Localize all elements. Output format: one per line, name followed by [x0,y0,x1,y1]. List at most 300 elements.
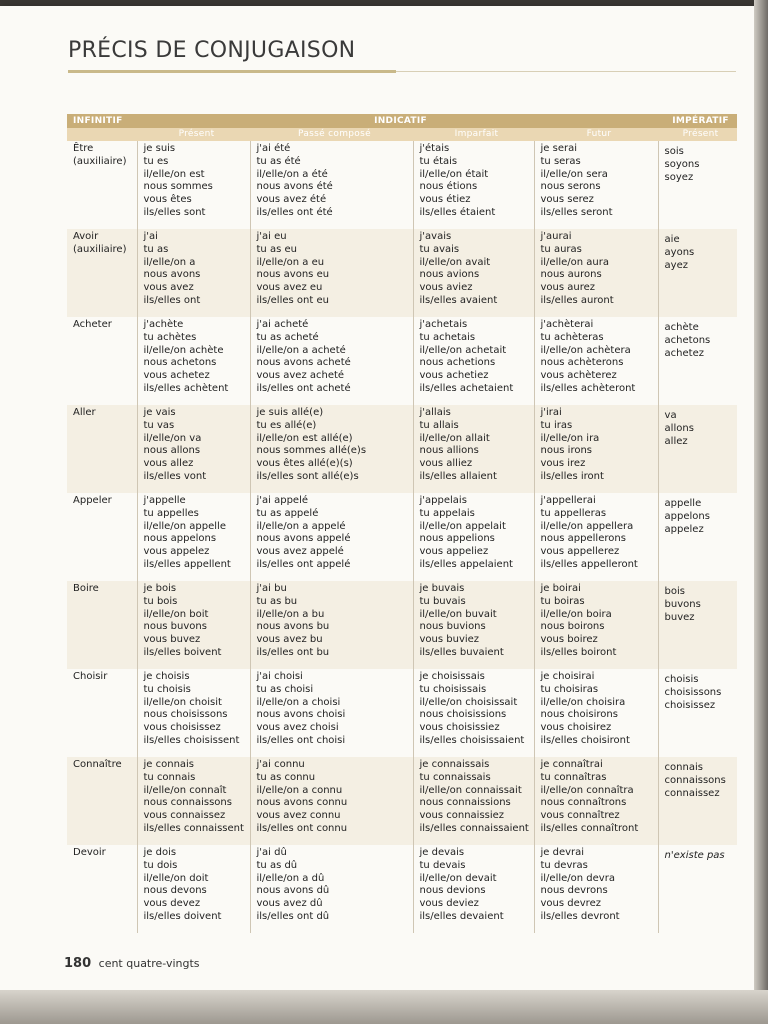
subheader-imparfait: Imparfait [413,128,534,141]
cell-present [137,229,250,317]
conjugation-form: appelle [664,498,702,509]
conjugation-form: ils/elles achetaient [419,382,514,394]
conjugation-form: ils/elles connaissent [143,822,244,834]
conjugation-form: j'ai bu [256,583,287,594]
conjugation-form: je choisis [143,671,190,682]
cell-futur [534,669,658,757]
conjugation-form: vous buvez [143,634,201,646]
verb-row [67,141,737,229]
conjugation-form: je connaîtrai [540,759,603,770]
conjugation-form: il/elle/on doit [143,872,209,884]
conjugation-form: ils/elles vont [143,470,207,482]
conjugation-form: vous serez [540,194,594,206]
conjugation-form: il/elle/on connaît [143,784,227,796]
conjugation-form: je vais [143,407,176,418]
conjugation-form: tu connaîtras [540,771,607,783]
conjugation-form: vous boirez [540,634,598,646]
conjugation-form: nous sommes allé(e)s [256,445,367,457]
subheader-present: Présent [137,128,250,141]
cell-passe [250,845,413,933]
cell-passe [250,581,413,669]
conjugation-form: vous avez dû [256,898,323,910]
conjugation-form: il/elle/on choisira [540,696,626,708]
conjugation-form: j'irai [540,407,562,418]
conjugation-form: ils/elles appellent [143,558,231,570]
cell-present [137,141,250,229]
conjugation-form: nous devions [419,885,486,897]
conjugation-form: il/elle/on était [419,168,489,180]
conjugation-form: tu as dû [256,859,298,871]
verb-row [67,317,737,405]
conjugation-form: tu connais [143,771,196,783]
conjugation-form: il/elle/on a appelé [256,520,346,532]
cell-passe [250,141,413,229]
cell-present [137,405,250,493]
conjugation-form: vous avez acheté [256,370,345,382]
cell-present [137,581,250,669]
conjugation-form: vous êtes allé(e)(s) [256,458,353,470]
conjugation-form: tu buvais [419,595,466,607]
conjugation-form: vous avez [143,282,194,294]
page-edge-shadow [754,0,768,1024]
conjugation-form: tu choisissais [419,683,487,695]
conjugation-form: nous buvions [419,621,486,633]
conjugation-form: il/elle/on achète [143,344,224,356]
conjugation-form: ils/elles ont été [256,206,333,218]
conjugation-form: ils/elles seront [540,206,613,218]
subheader-imperatif-present: Présent [658,128,737,141]
verb-infinitive [67,141,137,229]
conjugation-form: nous avons [143,269,201,281]
conjugation-form: tu as bu [256,595,298,607]
verb-name: Boire [73,583,99,594]
cell-futur [534,493,658,581]
conjugation-form: il/elle/on connaîtra [540,784,634,796]
conjugation-form: vous buviez [419,634,480,646]
conjugation-form: vous aviez [419,282,473,294]
conjugation-form: vous irez [540,458,586,470]
cell-passe [250,493,413,581]
conjugation-form: vous avez eu [256,282,323,294]
conjugation-form: tu devais [419,859,466,871]
conjugation-form: il/elle/on achetait [419,344,507,356]
conjugation-form: allons [664,422,694,434]
cell-futur [534,845,658,933]
conjugation-form: ils/elles avaient [419,294,498,306]
conjugation-form: ils/elles ont appelé [256,558,351,570]
conjugation-form: il/elle/on va [143,432,202,444]
conjugation-form: j'allais [419,407,451,418]
conjugation-form: tu as choisi [256,683,314,695]
conjugation-form: nous avons eu [256,269,330,281]
conjugation-form: connaissez [664,787,720,799]
conjugation-form: il/elle/on est [143,168,205,180]
conjugation-form: nous irons [540,445,593,457]
cell-imperatif [658,405,737,493]
cell-futur [534,141,658,229]
conjugation-form: il/elle/on appelait [419,520,506,532]
conjugation-form: nous devrons [540,885,608,897]
conjugation-form: ils/elles ont choisi [256,734,346,746]
conjugation-form: soyons [664,158,700,170]
conjugation-form: il/elle/on achètera [540,344,631,356]
verb-infinitive [67,845,137,933]
conjugation-form: j'ai choisi [256,671,303,682]
conjugation-form: choisis [664,674,699,685]
conjugation-form: je connaissais [419,759,490,770]
conjugation-form: vous appellerez [540,546,620,558]
conjugation-form: nous avions [419,269,480,281]
conjugation-form: nous avons été [256,181,333,193]
conjugation-form: j'achète [143,319,184,330]
conjugation-form: j'appellerai [540,495,596,506]
conjugation-form: j'achetais [419,319,468,330]
conjugation-form: soyez [664,171,694,183]
conjugation-form: ils/elles buvaient [419,646,504,658]
cell-present [137,317,250,405]
verb-row [67,581,737,669]
conjugation-form: nous appelons [143,533,217,545]
conjugation-form: ils/elles sont allé(e)s [256,470,359,482]
conjugation-form: il/elle/on a dû [256,872,325,884]
verb-row [67,669,737,757]
conjugation-form: ils/elles auront [540,294,614,306]
conjugation-form: j'ai acheté [256,319,309,330]
cell-imparfait [413,581,534,669]
conjugation-form: ils/elles appelaient [419,558,513,570]
conjugation-form: ils/elles étaient [419,206,496,218]
verb-name: Être [73,143,94,154]
conjugation-form: nous allons [143,445,201,457]
cell-passe [250,669,413,757]
page-number-words: cent quatre-vingts [98,957,200,970]
conjugation-form: va [664,410,677,421]
conjugation-form: n'existe pas [664,850,725,861]
conjugation-form: nous avons bu [256,621,330,633]
conjugation-form: connais [664,762,703,773]
conjugation-form: choisissons [664,686,722,698]
conjugation-form: achetez [664,347,704,359]
conjugation-form: nous connaissons [143,797,232,809]
title-rule [396,71,736,72]
conjugation-form: je choisissais [419,671,485,682]
conjugation-form: vous êtes [143,194,192,206]
conjugation-form: ils/elles ont acheté [256,382,351,394]
conjugation-form: il/elle/on boira [540,608,612,620]
conjugation-form: nous avons connu [256,797,348,809]
conjugation-form: buvez [664,611,695,623]
conjugation-form: nous connaissions [419,797,511,809]
conjugation-form: vous étiez [419,194,471,206]
conjugation-form: je serai [540,143,577,154]
conjugation-form: il/elle/on a connu [256,784,343,796]
conjugation-form: nous choisissons [143,709,228,721]
conjugation-form: ils/elles appelleront [540,558,638,570]
conjugation-form: ils/elles connaîtront [540,822,639,834]
conjugation-form: je boirai [540,583,581,594]
cell-futur [534,581,658,669]
conjugation-form: nous choisissions [419,709,507,721]
verb-row [67,229,737,317]
subheader-empty [67,128,137,141]
cell-passe [250,229,413,317]
conjugation-form: ils/elles ont bu [256,646,330,658]
cell-imperatif [658,493,737,581]
conjugation-form: ils/elles sont [143,206,206,218]
conjugation-form: j'ai dû [256,847,287,858]
conjugation-form: vous devez [143,898,201,910]
conjugation-form: tu as été [256,155,301,167]
conjugation-form: tu iras [540,419,573,431]
conjugation-form: tu seras [540,155,581,167]
conjugation-form: tu étais [419,155,458,167]
subheader-futur: Futur [534,128,658,141]
verb-name: Connaître [73,759,122,770]
conjugation-form: il/elle/on a choisi [256,696,341,708]
conjugation-form: vous devrez [540,898,601,910]
cell-imperatif [658,845,737,933]
conjugation-form: vous alliez [419,458,473,470]
conjugation-form: je devrai [540,847,585,858]
verb-note: (auxiliaire) [73,155,127,167]
conjugation-form: appelons [664,510,710,522]
conjugation-form: tu boiras [540,595,585,607]
cell-imparfait [413,141,534,229]
conjugation-form: je suis allé(e) [256,407,324,418]
conjugation-form: nous achèterons [540,357,624,369]
conjugation-form: achète [664,322,699,333]
conjugation-table [67,114,737,933]
cell-imperatif [658,229,737,317]
conjugation-form: tu choisiras [540,683,599,695]
conjugation-form: il/elle/on a acheté [256,344,346,356]
header-row [67,114,737,128]
conjugation-form: j'ai eu [256,231,287,242]
conjugation-form: nous sommes [143,181,213,193]
conjugation-form: je devais [419,847,465,858]
conjugation-form: tu auras [540,243,582,255]
cell-imperatif [658,141,737,229]
conjugation-form: il/elle/on choisit [143,696,222,708]
conjugation-form: j'ai été [256,143,291,154]
conjugation-form: tu bois [143,595,178,607]
conjugation-form: vous avez été [256,194,327,206]
conjugation-form: ils/elles achètent [143,382,229,394]
conjugation-form: tu as acheté [256,331,319,343]
subheader-passe-compose: Passé composé [250,128,413,141]
cell-imparfait [413,669,534,757]
cell-imparfait [413,229,534,317]
conjugation-form: il/elle/on a bu [256,608,325,620]
conjugation-form: nous achetions [419,357,496,369]
conjugation-form: vous appelez [143,546,210,558]
conjugation-form: je connais [143,759,195,770]
conjugation-form: ils/elles achèteront [540,382,636,394]
conjugation-form: j'ai connu [256,759,305,770]
cell-imparfait [413,317,534,405]
verb-infinitive [67,229,137,317]
conjugation-form: ils/elles doivent [143,910,222,922]
cell-imparfait [413,845,534,933]
conjugation-form: j'appelle [143,495,186,506]
page-number: 180 [64,956,92,971]
conjugation-form: tu connaissais [419,771,491,783]
cell-imparfait [413,493,534,581]
conjugation-form: je buvais [419,583,465,594]
conjugation-form: ils/elles devront [540,910,620,922]
conjugation-form: je suis [143,143,176,154]
conjugation-form: choisissez [664,699,716,711]
conjugation-form: ils/elles boiront [540,646,617,658]
conjugation-form: nous avons dû [256,885,330,897]
conjugation-form: tu as eu [256,243,297,255]
conjugation-form: vous avez bu [256,634,323,646]
cell-imparfait [413,405,534,493]
conjugation-form: tu as [143,243,169,255]
conjugation-form: ils/elles iront [540,470,604,482]
conjugation-form: ayons [664,246,695,258]
conjugation-form: j'étais [419,143,450,154]
cell-futur [534,229,658,317]
conjugation-form: aie [664,234,680,245]
conjugation-form: vous connaissiez [419,810,505,822]
conjugation-form: tu achetais [419,331,476,343]
conjugation-form: tu appelles [143,507,199,519]
conjugation-form: nous aurons [540,269,602,281]
conjugation-form: nous buvons [143,621,207,633]
conjugation-form: nous avons choisi [256,709,346,721]
conjugation-form: il/elle/on a eu [256,256,325,268]
conjugation-form: bois [664,586,686,597]
cell-futur [534,757,658,845]
conjugation-form: il/elle/on ira [540,432,600,444]
conjugation-form: achetons [664,334,711,346]
conjugation-form: il/elle/on a été [256,168,328,180]
conjugation-form: nous appellerons [540,533,626,545]
conjugation-form: tu as appelé [256,507,319,519]
conjugation-form: il/elle/on appelle [143,520,226,532]
conjugation-form: tu as connu [256,771,316,783]
conjugation-form: j'achèterai [540,319,594,330]
conjugation-form: il/elle/on choisissait [419,696,518,708]
cell-passe [250,405,413,493]
conjugation-form: buvons [664,598,701,610]
verb-infinitive [67,493,137,581]
conjugation-form: nous achetons [143,357,217,369]
conjugation-form: tu vas [143,419,175,431]
conjugation-form: vous allez [143,458,194,470]
conjugation-form: allez [664,435,688,447]
page-title: PRÉCIS DE CONJUGAISON [68,38,356,63]
conjugation-form: ils/elles ont connu [256,822,348,834]
conjugation-form: nous devons [143,885,207,897]
conjugation-form: il/elle/on buvait [419,608,497,620]
cell-futur [534,317,658,405]
conjugation-form: j'avais [419,231,452,242]
conjugation-form: il/elle/on boit [143,608,209,620]
conjugation-form: tu appelleras [540,507,607,519]
conjugation-form: tu es [143,155,169,167]
conjugation-form: ils/elles choisissaient [419,734,525,746]
book-page [0,6,758,990]
verb-name: Appeler [73,495,112,506]
conjugation-form: il/elle/on aura [540,256,609,268]
conjugation-form: vous connaîtrez [540,810,620,822]
conjugation-form: tu allais [419,419,459,431]
conjugation-form: nous choisirons [540,709,618,721]
verb-infinitive [67,669,137,757]
conjugation-form: tu achètes [143,331,197,343]
conjugation-form: nous connaîtrons [540,797,627,809]
conjugation-form: nous avons acheté [256,357,351,369]
verb-name: Choisir [73,671,108,682]
title-underline [68,70,396,73]
conjugation-form: vous choisissiez [419,722,500,734]
conjugation-form: tu choisis [143,683,191,695]
conjugation-form: il/elle/on allait [419,432,490,444]
conjugation-form: j'ai [143,231,158,242]
conjugation-form: j'aurai [540,231,572,242]
conjugation-form: vous choisissez [143,722,221,734]
conjugation-form: vous deviez [419,898,479,910]
conjugation-form: sois [664,146,684,157]
conjugation-form: ils/elles devaient [419,910,504,922]
conjugation-form: nous serons [540,181,601,193]
conjugation-form: vous achèterez [540,370,617,382]
conjugation-form: vous avez choisi [256,722,339,734]
conjugation-form: connaissons [664,774,726,786]
conjugation-form: vous appeliez [419,546,489,558]
conjugation-form: tu achèteras [540,331,604,343]
conjugation-form: nous étions [419,181,478,193]
verb-name: Avoir [73,231,99,242]
conjugation-form: j'ai appelé [256,495,309,506]
cell-present [137,757,250,845]
cell-passe [250,757,413,845]
conjugation-form: ils/elles boivent [143,646,222,658]
conjugation-form: il/elle/on devait [419,872,497,884]
cell-futur [534,405,658,493]
cell-passe [250,317,413,405]
conjugation-form: ils/elles ont [143,294,201,306]
verb-infinitive [67,581,137,669]
verb-name: Acheter [73,319,112,330]
verb-rows [67,141,737,933]
conjugation-form: tu avais [419,243,460,255]
conjugation-form: vous avez connu [256,810,341,822]
conjugation-form: nous boirons [540,621,605,633]
verb-name: Devoir [73,847,106,858]
conjugation-form: ils/elles ont dû [256,910,330,922]
conjugation-form: je choisirai [540,671,595,682]
conjugation-form: vous avez appelé [256,546,344,558]
conjugation-form: il/elle/on appellera [540,520,634,532]
conjugation-form: il/elle/on a [143,256,196,268]
conjugation-form: vous connaissez [143,810,226,822]
verb-row [67,845,737,933]
conjugation-form: ils/elles choisissent [143,734,240,746]
cell-imparfait [413,757,534,845]
page-footer [64,956,200,971]
conjugation-form: il/elle/on est allé(e) [256,432,353,444]
conjugation-form: tu es allé(e) [256,419,317,431]
conjugation-form: ils/elles connaissaient [419,822,529,834]
conjugation-form: vous choisirez [540,722,612,734]
conjugation-form: il/elle/on sera [540,168,608,180]
conjugation-form: appelez [664,523,704,535]
conjugation-form: vous aurez [540,282,596,294]
verb-note: (auxiliaire) [73,243,127,255]
